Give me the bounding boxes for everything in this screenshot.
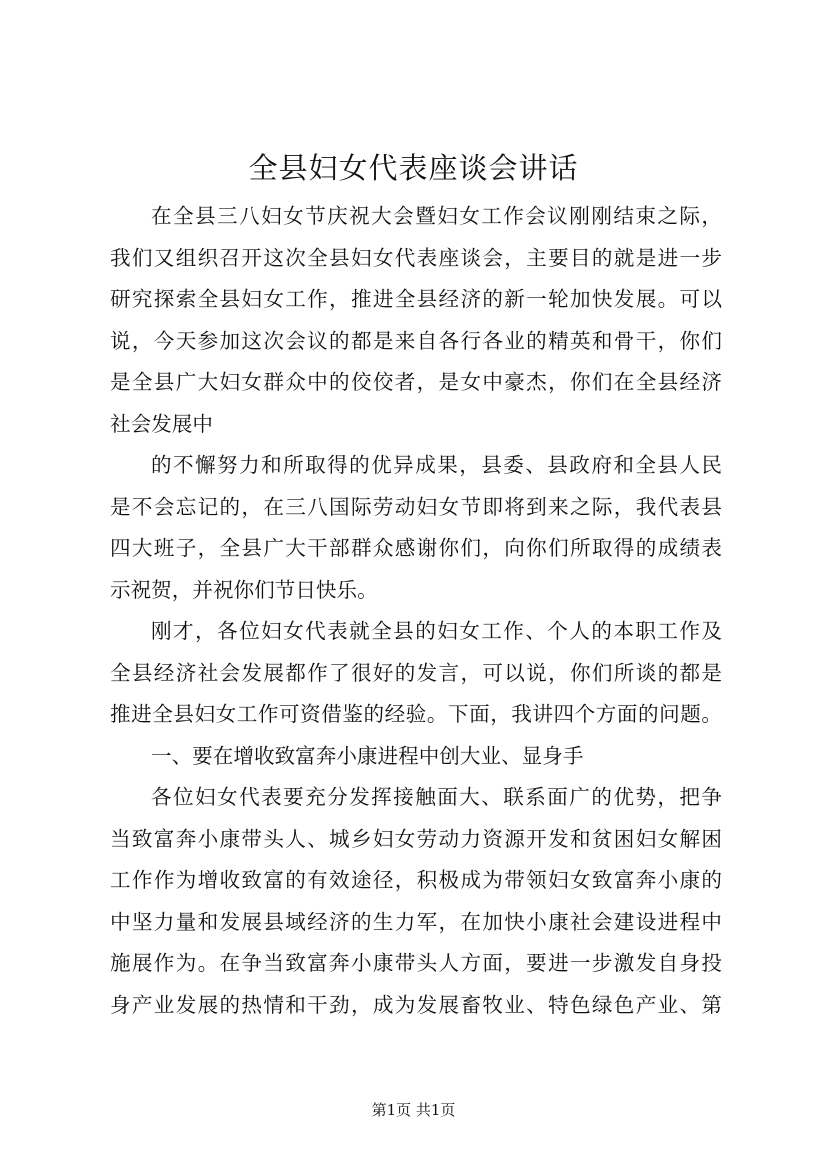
paragraph-line: 社会发展中 [110, 411, 213, 436]
document-body [110, 196, 722, 1026]
section-heading: 一、要在增收致富奔小康进程中创大业、显身手 [151, 743, 584, 768]
paragraph-line: 各位妇女代表要充分发挥接触面大、联系面广的优势，把争 [151, 785, 722, 809]
paragraph-line: 说，今天参加这次会议的都是来自各行各业的精英和骨干，你们 [110, 328, 722, 353]
paragraph-line: 是全县广大妇女群众中的佼佼者，是女中豪杰，你们在全县经济 [110, 370, 722, 394]
paragraph-line: 中坚力量和发展县域经济的生力军，在加快小康社会建设进程中 [110, 909, 722, 934]
paragraph-line: 当致富奔小康带头人、城乡妇女劳动力资源开发和贫困妇女解困 [110, 826, 722, 851]
paragraph-line: 研究探索全县妇女工作，推进全县经济的新一轮加快发展。可以 [110, 287, 722, 311]
paragraph-line: 身产业发展的热情和干劲，成为发展畜牧业、特色绿色产业、第 [110, 992, 722, 1017]
paragraph-line: 的不懈努力和所取得的优异成果，县委、县政府和全县人民 [151, 453, 722, 477]
paragraph-line: 我们又组织召开这次全县妇女代表座谈会，主要目的就是进一步 [110, 245, 722, 270]
paragraph-line: 示祝贺，并祝你们节日快乐。 [110, 577, 378, 602]
paragraph-line: 刚才，各位妇女代表就全县的妇女工作、个人的本职工作及 [151, 619, 722, 643]
paragraph-line: 推进全县妇女工作可资借鉴的经验。下面，我讲四个方面的问题。 [110, 702, 722, 726]
paragraph-line: 是不会忘记的，在三八国际劳动妇女节即将到来之际，我代表县 [110, 494, 722, 519]
paragraph-line: 全县经济社会发展都作了很好的发言，可以说，你们所谈的都是 [110, 660, 722, 685]
document-title: 全县妇女代表座谈会讲话 [248, 151, 579, 185]
paragraph-line: 在全县三八妇女节庆祝大会暨妇女工作会议刚刚结束之际， [151, 204, 722, 228]
paragraph-line: 四大班子，全县广大干部群众感谢你们，向你们所取得的成绩表 [110, 536, 722, 560]
page-footer: 第1页 共1页 [371, 1101, 456, 1119]
paragraph-line: 施展作为。在争当致富奔小康带头人方面，要进一步激发自身投 [110, 951, 722, 975]
paragraph-line: 工作作为增收致富的有效途径，积极成为带领妇女致富奔小康的 [110, 868, 722, 892]
